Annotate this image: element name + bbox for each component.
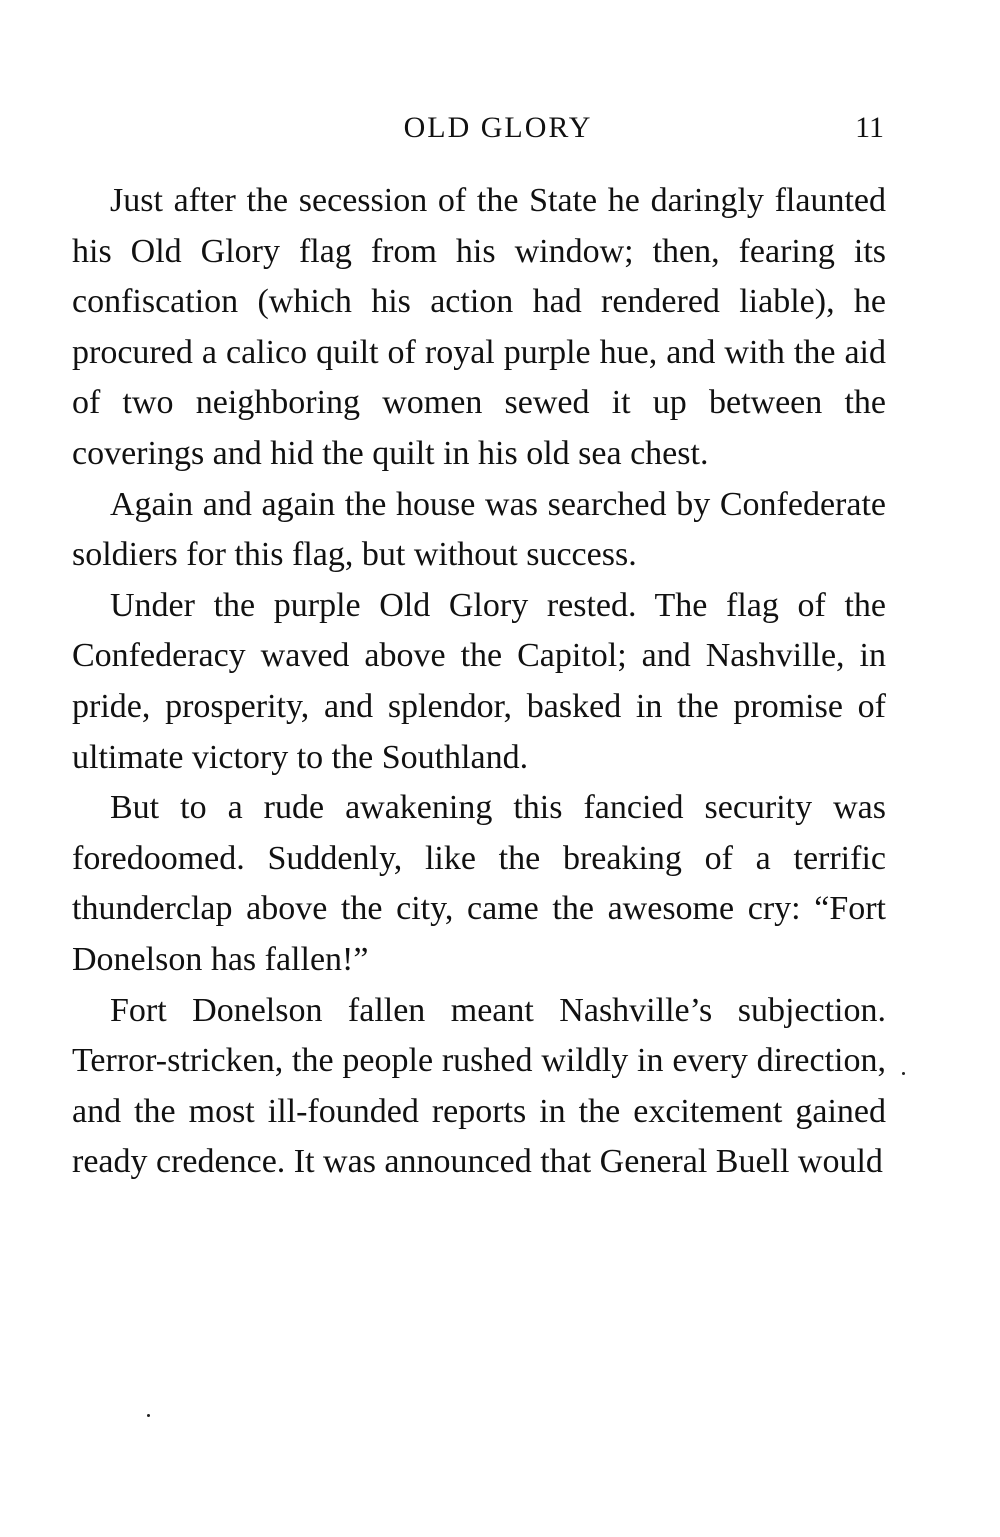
- paragraph: Again and again the house was searched by Confederate soldiers for this flag, but without success.: [72, 485, 886, 574]
- scan-speck: [902, 1072, 905, 1075]
- scan-speck: [147, 1414, 150, 1417]
- paragraph: Just after the secession of the State he daringly flaunted his Old Glory flag from his window; then, fearing its confiscation (which his action had rendered liable), he procured a calico quilt of royal purple hue, and with the aid of two neighboring women sewed it up between the coverings and hid the quilt in his old sea chest.: [72, 182, 886, 472]
- paragraph: But to a rude awakening this fancied security was foredoomed. Suddenly, like the breaking of a terrific thunderclap above the city, came the awesome cry: “Fort Donelson has fallen!”: [72, 789, 886, 978]
- body-text: [72, 176, 886, 1188]
- running-head: [72, 108, 884, 148]
- paragraph: Under the purple Old Glory rested. The flag of the Confederacy waved above the Capitol; and Nashville, in pride, prosperity, and splendor, basked in the promise of ultimate victory to the Southland.: [72, 586, 886, 776]
- page-number: 11: [855, 111, 884, 144]
- running-title: OLD GLORY: [403, 111, 593, 144]
- paragraph: Fort Donelson fallen meant Nashville’s subjection. Terror-stricken, the people rushed wildly in every direction, and the most ill-founded reports in the excitement gained ready credence. It was announced that General Buell would: [72, 991, 886, 1181]
